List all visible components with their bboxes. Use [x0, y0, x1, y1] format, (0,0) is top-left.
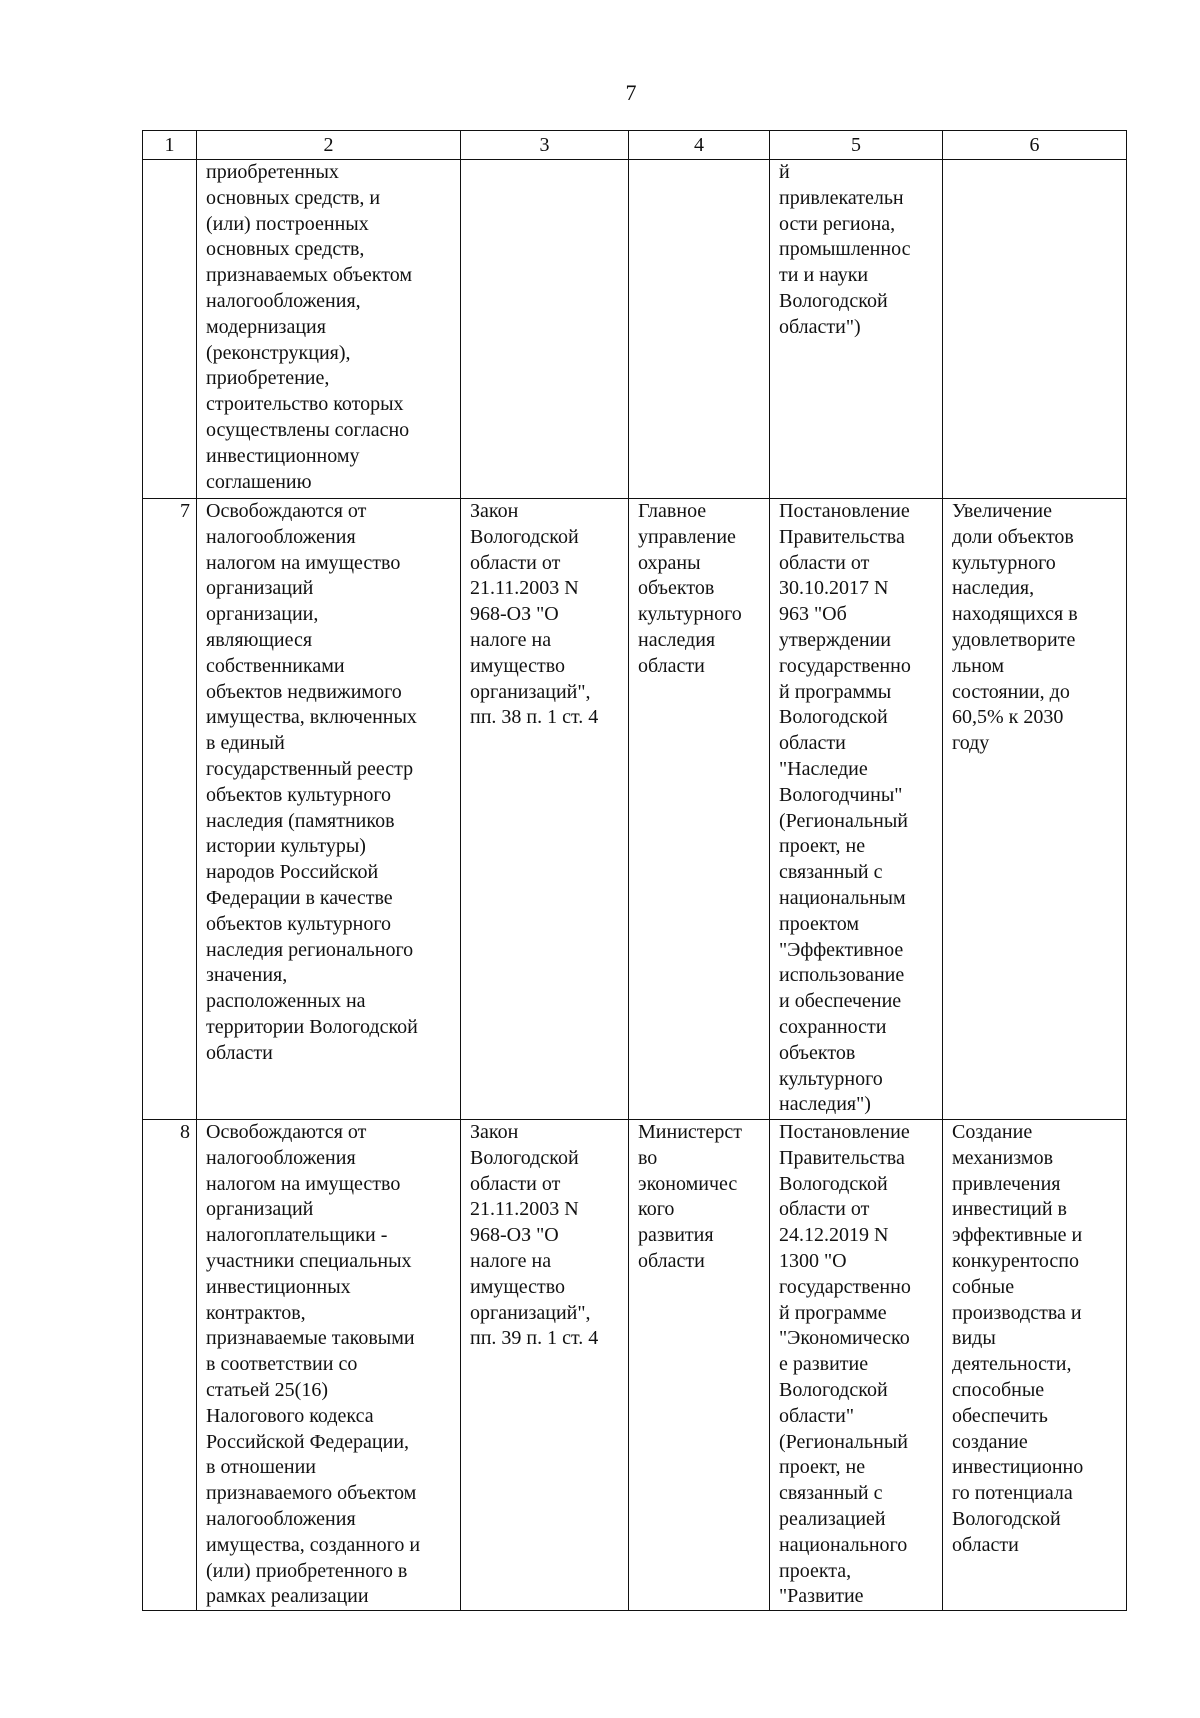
- cell-text-line: Главное: [638, 500, 707, 522]
- header-col-5: 5: [770, 131, 943, 160]
- cell-text-line: связанный с: [779, 1482, 883, 1505]
- cell-text-line: ти и науки: [779, 264, 869, 287]
- cell-text-line: (реконструкция),: [206, 341, 351, 364]
- cell-text-line: и обеспечение: [779, 990, 902, 1013]
- cell-text-line: государственно: [779, 1275, 911, 1298]
- cell-text-line: 963 "Об: [779, 603, 847, 626]
- cell-text-line: контрактов,: [206, 1301, 306, 1324]
- cell-text-line: утверждении: [779, 628, 891, 651]
- page-number: 7: [625, 80, 637, 105]
- cell-text-line: Закон: [470, 1121, 519, 1143]
- cell-text-line: Освобождаются от: [206, 1121, 367, 1143]
- benefit-description-cell: [197, 1120, 461, 1611]
- cell-text-line: наследия регионального: [206, 938, 414, 961]
- cell-text-line: во: [638, 1146, 658, 1169]
- cell-text-line: области: [206, 1041, 273, 1064]
- cell-text-line: Вологодской: [779, 1378, 888, 1401]
- cell-text-line: объектов культурного: [206, 912, 392, 935]
- cell-text-line: области от: [470, 551, 561, 574]
- cell-text-line: охраны: [638, 551, 701, 574]
- goal-cell: [943, 1120, 1127, 1611]
- cell-text-line: создание: [952, 1430, 1028, 1453]
- cell-text-line: области от: [470, 1172, 561, 1195]
- cell-text-line: (Региональный: [779, 1430, 909, 1453]
- cell-text-line: организаций: [206, 577, 314, 600]
- cell-text-line: модернизация: [206, 315, 326, 338]
- cell-text-line: области: [638, 654, 705, 677]
- cell-text-line: области"): [779, 315, 861, 338]
- cell-text-line: го потенциала: [952, 1482, 1073, 1505]
- cell-text-line: налоге на: [470, 628, 552, 651]
- cell-text-line: е развитие: [779, 1353, 869, 1376]
- curator-cell: [629, 499, 770, 1120]
- cell-text-line: доли объектов: [952, 525, 1074, 548]
- legal-basis-cell: [461, 1120, 629, 1611]
- cell-text-line: имущества, включенных: [206, 706, 417, 729]
- cell-text-line: проект, не: [779, 835, 866, 858]
- cell-text-line: Освобождаются от: [206, 500, 367, 522]
- cell-text-line: использование: [779, 964, 905, 987]
- cell-text-line: объектов: [638, 577, 715, 600]
- cell-text-line: инвестиционно: [952, 1456, 1084, 1479]
- cell-text-line: "Развитие: [779, 1585, 864, 1608]
- cell-text-line: Вологодской: [779, 1172, 888, 1195]
- cell-text-line: значения,: [206, 964, 288, 987]
- cell-text-line: Вологодской: [470, 525, 579, 548]
- cell-text-line: народов Российской: [206, 861, 379, 884]
- table-row-8: [143, 1120, 1127, 1611]
- cell-text-line: области: [779, 732, 846, 755]
- cell-text-line: налогообложения,: [206, 289, 361, 312]
- cell-text-line: собственниками: [206, 654, 345, 677]
- cell-text-line: 21.11.2003 N: [470, 1198, 579, 1221]
- cell-text-line: кого: [638, 1198, 675, 1221]
- cell-text-line: Вологодской: [779, 289, 888, 312]
- cell-text-line: области: [638, 1249, 705, 1272]
- cell-text-line: виды: [952, 1327, 996, 1350]
- cell-text-line: Вологодчины": [779, 783, 903, 806]
- header-col-2: 2: [197, 131, 461, 160]
- cell-text-line: 968-ОЗ "О: [470, 603, 559, 626]
- cell-text-line: (или) построенных: [206, 212, 369, 235]
- cell-text-line: Закон: [470, 500, 519, 522]
- cell-text-line: (Региональный: [779, 809, 909, 832]
- cell-text-line: состоянии, до: [952, 680, 1070, 703]
- cell-text-line: ости региона,: [779, 212, 896, 235]
- cell-text-line: удовлетворите: [952, 628, 1076, 651]
- cell-text-line: Вологодской: [470, 1146, 579, 1169]
- goal-cell: [943, 499, 1127, 1120]
- cell-text-line: "Наследие: [779, 757, 868, 780]
- cell-text-line: осуществлены согласно: [206, 418, 410, 441]
- cell-text-line: организаций: [206, 1198, 314, 1221]
- cell-text-line: налоге на: [470, 1249, 552, 1272]
- cell-text-line: Российской Федерации,: [206, 1430, 410, 1453]
- table-row-7: [143, 499, 1127, 1120]
- cell-text-line: имущества, созданного и: [206, 1533, 421, 1556]
- cell-text-line: реализацией: [779, 1507, 886, 1530]
- program-cell: [770, 160, 943, 499]
- cell-text-line: собные: [952, 1275, 1015, 1298]
- cell-text-line: промышленнос: [779, 238, 911, 261]
- cell-text-line: государственно: [779, 654, 911, 677]
- cell-text-line: наследия (памятников: [206, 809, 395, 832]
- cell-text-line: Правительства: [779, 1146, 905, 1169]
- benefits-table: [142, 130, 1127, 1611]
- cell-text-line: й: [779, 161, 790, 183]
- header-col-4: 4: [629, 131, 770, 160]
- benefit-description-cell: [197, 499, 461, 1120]
- cell-text-line: признаваемые таковыми: [206, 1327, 415, 1350]
- cell-text-line: налогом на имущество: [206, 1172, 401, 1195]
- cell-text-line: организаций",: [470, 680, 591, 703]
- cell-text-line: национального: [779, 1533, 908, 1556]
- cell-text-line: Постановление: [779, 1121, 910, 1143]
- cell-text-line: 21.11.2003 N: [470, 577, 579, 600]
- legal-basis-cell: [461, 160, 629, 499]
- cell-text-line: налогообложения: [206, 1507, 356, 1530]
- curator-cell: [629, 160, 770, 499]
- cell-text-line: объектов недвижимого: [206, 680, 402, 703]
- cell-text-line: признаваемых объектом: [206, 264, 413, 287]
- cell-text-line: Создание: [952, 1121, 1033, 1143]
- cell-text-line: организации,: [206, 603, 319, 626]
- cell-text-line: деятельности,: [952, 1353, 1072, 1376]
- cell-text-line: области: [952, 1533, 1019, 1556]
- cell-text-line: имущество: [470, 1275, 566, 1298]
- cell-text-line: способные: [952, 1378, 1045, 1401]
- cell-text-line: 24.12.2019 N: [779, 1224, 889, 1247]
- cell-text-line: Увеличение: [952, 500, 1053, 522]
- cell-text-line: й программе: [779, 1301, 887, 1324]
- cell-text-line: налогом на имущество: [206, 551, 401, 574]
- cell-text-line: являющиеся: [206, 628, 313, 651]
- cell-text-line: производства и: [952, 1301, 1082, 1324]
- cell-text-line: развития: [638, 1224, 714, 1247]
- cell-text-line: расположенных на: [206, 990, 366, 1013]
- benefit-description-cell: [197, 160, 461, 499]
- cell-text-line: 60,5% к 2030: [952, 706, 1064, 729]
- cell-text-line: имущество: [470, 654, 566, 677]
- header-col-1: 1: [143, 131, 197, 160]
- cell-text-line: проектом: [779, 912, 860, 935]
- cell-text-line: эффективные и: [952, 1224, 1083, 1247]
- header-col-3: 3: [461, 131, 629, 160]
- cell-text-line: рамках реализации: [206, 1585, 369, 1608]
- cell-text-line: в отношении: [206, 1456, 317, 1479]
- cell-text-line: области от: [779, 1198, 870, 1221]
- cell-text-line: "Экономическо: [779, 1327, 910, 1350]
- row-number: 8: [143, 1120, 197, 1611]
- cell-text-line: основных средств, и: [206, 186, 381, 209]
- cell-text-line: проекта,: [779, 1559, 852, 1582]
- program-cell: [770, 499, 943, 1120]
- cell-text-line: 30.10.2017 N: [779, 577, 889, 600]
- cell-text-line: инвестиционных: [206, 1275, 351, 1298]
- cell-text-line: 1300 "О: [779, 1249, 847, 1272]
- cell-text-line: наследия: [638, 628, 716, 651]
- cell-text-line: обеспечить: [952, 1404, 1048, 1427]
- cell-text-line: привлечения: [952, 1172, 1061, 1195]
- cell-text-line: Министерст: [638, 1121, 743, 1143]
- cell-text-line: пп. 39 п. 1 ст. 4: [470, 1327, 599, 1350]
- cell-text-line: статьей 25(16): [206, 1378, 328, 1401]
- legal-basis-cell: [461, 499, 629, 1120]
- curator-cell: [629, 1120, 770, 1611]
- cell-text-line: области от: [779, 551, 870, 574]
- cell-text-line: Правительства: [779, 525, 905, 548]
- cell-text-line: проект, не: [779, 1456, 866, 1479]
- cell-text-line: й программы: [779, 680, 892, 703]
- cell-text-line: участники специальных: [206, 1249, 412, 1272]
- cell-text-line: налогообложения: [206, 525, 356, 548]
- cell-text-line: основных средств,: [206, 238, 365, 261]
- cell-text-line: культурного: [779, 1067, 883, 1090]
- cell-text-line: инвестиционному: [206, 444, 360, 467]
- cell-text-line: налогообложения: [206, 1146, 356, 1169]
- program-cell: [770, 1120, 943, 1611]
- row-number: 7: [143, 499, 197, 1120]
- cell-text-line: Федерации в качестве: [206, 886, 393, 909]
- cell-text-line: наследия"): [779, 1093, 871, 1116]
- cell-text-line: налогоплательщики -: [206, 1224, 388, 1247]
- cell-text-line: территории Вологодской: [206, 1015, 418, 1038]
- cell-text-line: области": [779, 1404, 855, 1427]
- cell-text-line: механизмов: [952, 1146, 1054, 1169]
- goal-cell: [943, 160, 1127, 499]
- cell-text-line: Налогового кодекса: [206, 1404, 374, 1427]
- cell-text-line: национальным: [779, 886, 906, 909]
- cell-text-line: управление: [638, 525, 736, 548]
- cell-text-line: строительство которых: [206, 393, 404, 416]
- cell-text-line: признаваемого объектом: [206, 1482, 417, 1505]
- cell-text-line: организаций",: [470, 1301, 591, 1324]
- cell-text-line: наследия,: [952, 577, 1035, 600]
- header-col-6: 6: [943, 131, 1127, 160]
- cell-text-line: Вологодской: [952, 1507, 1061, 1530]
- cell-text-line: приобретение,: [206, 367, 330, 390]
- cell-text-line: объектов: [779, 1041, 856, 1064]
- table-row-continued: [143, 160, 1127, 499]
- cell-text-line: в соответствии со: [206, 1353, 358, 1376]
- cell-text-line: соглашению: [206, 470, 312, 493]
- cell-text-line: государственный реестр: [206, 757, 414, 780]
- cell-text-line: льном: [952, 654, 1005, 677]
- row-number: [143, 160, 197, 499]
- cell-text-line: Постановление: [779, 500, 910, 522]
- cell-text-line: объектов культурного: [206, 783, 392, 806]
- cell-text-line: культурного: [638, 603, 742, 626]
- cell-text-line: в единый: [206, 732, 285, 755]
- cell-text-line: находящихся в: [952, 603, 1078, 626]
- cell-text-line: привлекательн: [779, 186, 904, 209]
- cell-text-line: инвестиций в: [952, 1198, 1067, 1221]
- cell-text-line: пп. 38 п. 1 ст. 4: [470, 706, 599, 729]
- cell-text-line: (или) приобретенного в: [206, 1559, 408, 1582]
- cell-text-line: экономичес: [638, 1172, 738, 1195]
- cell-text-line: сохранности: [779, 1015, 887, 1038]
- cell-text-line: 968-ОЗ "О: [470, 1224, 559, 1247]
- cell-text-line: истории культуры): [206, 835, 366, 858]
- cell-text-line: приобретенных: [206, 161, 339, 183]
- cell-text-line: культурного: [952, 551, 1056, 574]
- cell-text-line: "Эффективное: [779, 938, 904, 961]
- cell-text-line: году: [952, 732, 990, 755]
- cell-text-line: связанный с: [779, 861, 883, 884]
- cell-text-line: конкурентоспо: [952, 1249, 1079, 1272]
- cell-text-line: Вологодской: [779, 706, 888, 729]
- header-row: [143, 131, 1127, 160]
